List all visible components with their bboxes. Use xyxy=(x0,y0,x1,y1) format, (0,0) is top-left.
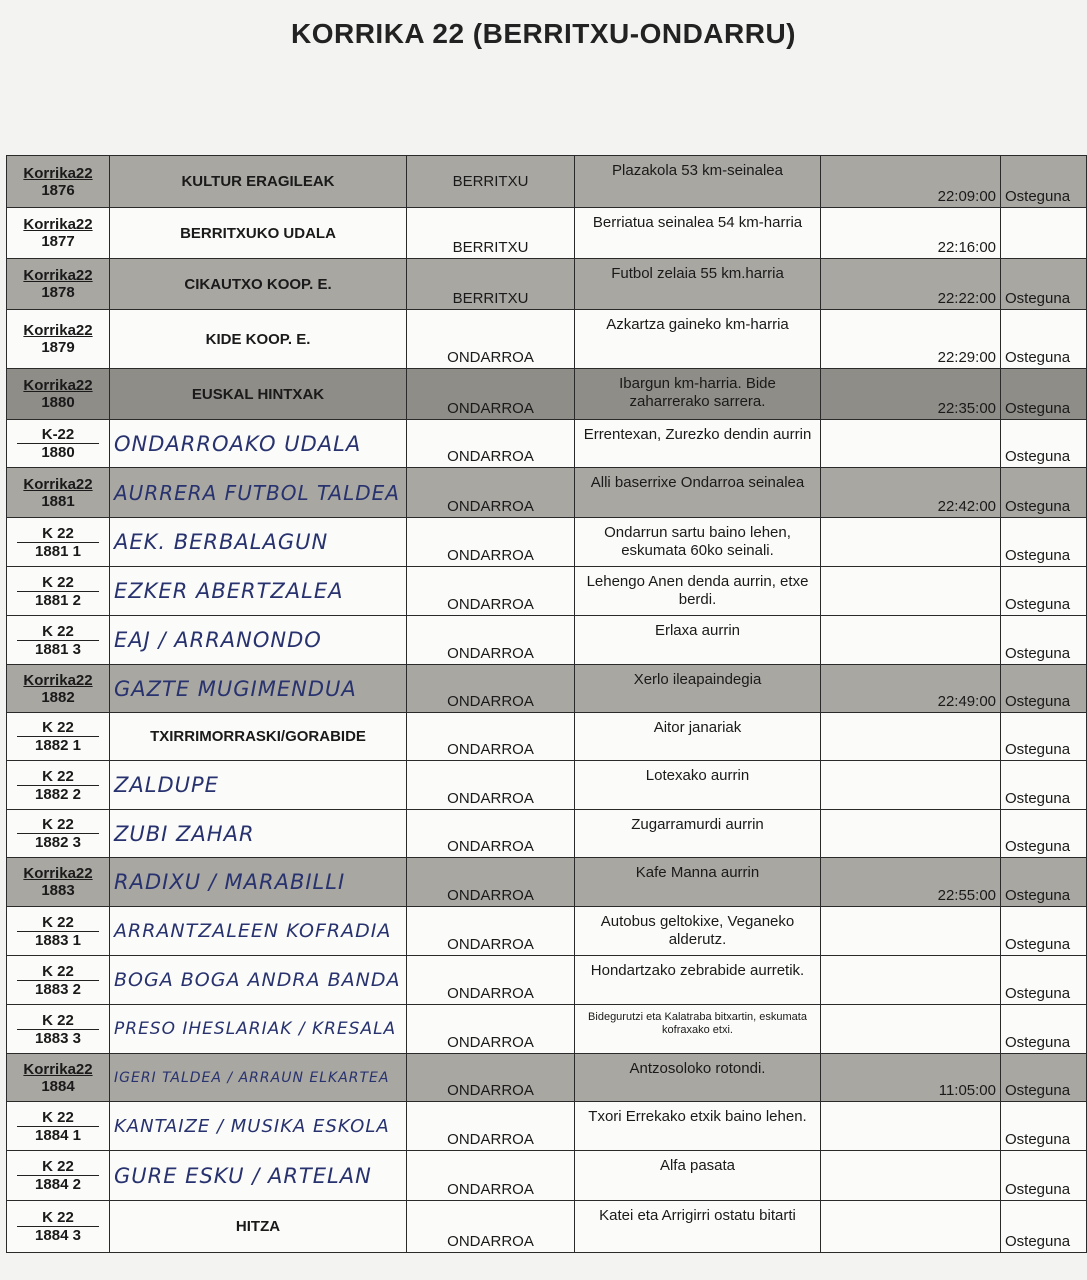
day-cell: Osteguna xyxy=(1001,1005,1087,1054)
time-cell: 11:05:00 xyxy=(821,1054,1001,1102)
organization-cell: AEK. BERBALAGUN xyxy=(110,518,407,567)
code-cell xyxy=(7,761,110,810)
time-cell xyxy=(821,420,1001,468)
day-cell: Osteguna xyxy=(1001,665,1087,713)
code-cell xyxy=(7,907,110,956)
table-row xyxy=(7,1054,1087,1102)
code-top: K-22 xyxy=(17,426,99,444)
code-cell xyxy=(7,468,110,518)
code-cell xyxy=(7,616,110,665)
code-top: Korrika22 xyxy=(23,865,93,882)
table-row xyxy=(7,956,1087,1005)
location-cell: Erlaxa aurrin xyxy=(575,616,821,665)
code-number: 1881 2 xyxy=(35,591,81,609)
day-cell: Osteguna xyxy=(1001,518,1087,567)
table-row xyxy=(7,616,1087,665)
location-cell: Aitor janariak xyxy=(575,713,821,761)
day-cell: Osteguna xyxy=(1001,1054,1087,1102)
code-number: 1882 1 xyxy=(35,737,81,754)
town-cell: ONDARROA xyxy=(407,518,575,567)
location-cell: Futbol zelaia 55 km.harria xyxy=(575,259,821,310)
time-cell: 22:35:00 xyxy=(821,369,1001,420)
code-top: K 22 xyxy=(17,623,99,641)
organization-cell: EZKER ABERTZALEA xyxy=(110,567,407,616)
day-cell: Osteguna xyxy=(1001,713,1087,761)
code-number: 1881 1 xyxy=(35,542,81,560)
organization-cell: AURRERA FUTBOL TALDEA xyxy=(110,468,407,518)
location-cell: Ibargun km-harria. Bide zaharrerako sarrera. xyxy=(575,369,821,420)
organization-cell: ZALDUPE xyxy=(110,761,407,810)
code-cell xyxy=(7,1151,110,1201)
code-top: K 22 xyxy=(17,574,99,592)
table-row xyxy=(7,369,1087,420)
time-cell: 22:16:00 xyxy=(821,208,1001,259)
page-title: KORRIKA 22 (BERRITXU-ONDARRU) xyxy=(290,18,797,49)
day-cell xyxy=(1001,208,1087,259)
code-top: Korrika22 xyxy=(23,1060,93,1078)
organization-cell: RADIXU / MARABILLI xyxy=(110,858,407,907)
time-cell xyxy=(821,907,1001,956)
table-row xyxy=(7,1201,1087,1253)
code-top: K 22 xyxy=(17,816,99,834)
code-number: 1881 xyxy=(41,492,75,510)
time-cell xyxy=(821,518,1001,567)
location-cell: Bidegurutzi eta Kalatraba bitxartin, eskumata kofraxako etxi. xyxy=(575,1005,821,1054)
town-cell: BERRITXU xyxy=(407,208,575,259)
code-cell xyxy=(7,1005,110,1054)
location-cell: Zugarramurdi aurrin xyxy=(575,810,821,858)
time-cell xyxy=(821,713,1001,761)
town-cell: ONDARROA xyxy=(407,1201,575,1253)
location-cell: Ondarrun sartu baino lehen, eskumata 60ko seinali. xyxy=(575,518,821,567)
code-cell xyxy=(7,810,110,858)
code-number: 1883 xyxy=(41,882,75,899)
code-top: K 22 xyxy=(17,768,99,786)
code-number: 1878 xyxy=(41,284,75,301)
table-row xyxy=(7,665,1087,713)
day-cell: Osteguna xyxy=(1001,310,1087,369)
day-cell: Osteguna xyxy=(1001,1151,1087,1201)
code-cell xyxy=(7,956,110,1005)
organization-cell: EAJ / ARRANONDO xyxy=(110,616,407,665)
time-cell xyxy=(821,1201,1001,1253)
town-cell: ONDARROA xyxy=(407,858,575,907)
organization-cell: PRESO IHESLARIAK / KRESALA xyxy=(110,1005,407,1054)
code-number: 1884 1 xyxy=(35,1126,81,1144)
code-top: K 22 xyxy=(17,1209,99,1227)
day-cell: Osteguna xyxy=(1001,761,1087,810)
town-cell: ONDARROA xyxy=(407,810,575,858)
day-cell: Osteguna xyxy=(1001,956,1087,1005)
code-cell xyxy=(7,518,110,567)
code-cell xyxy=(7,1054,110,1102)
table-row xyxy=(7,208,1087,259)
code-cell xyxy=(7,858,110,907)
code-top: K 22 xyxy=(17,525,99,543)
schedule-table xyxy=(6,155,1087,1253)
location-cell: Lehengo Anen denda aurrin, etxe berdi. xyxy=(575,567,821,616)
organization-cell: ARRANTZALEEN KOFRADIA xyxy=(110,907,407,956)
code-number: 1884 3 xyxy=(35,1227,81,1244)
day-cell: Osteguna xyxy=(1001,907,1087,956)
code-top: K 22 xyxy=(17,719,99,737)
code-number: 1876 xyxy=(41,181,75,199)
day-cell: Osteguna xyxy=(1001,156,1087,208)
code-number: 1884 2 xyxy=(35,1176,81,1193)
organization-cell: KANTAIZE / MUSIKA ESKOLA xyxy=(110,1102,407,1151)
time-cell xyxy=(821,567,1001,616)
location-cell: Berriatua seinalea 54 km-harria xyxy=(575,208,821,259)
code-top: Korrika22 xyxy=(23,377,93,394)
code-number: 1882 xyxy=(41,688,75,706)
town-cell: ONDARROA xyxy=(407,567,575,616)
code-number: 1882 2 xyxy=(35,785,81,803)
time-cell: 22:29:00 xyxy=(821,310,1001,369)
table-row xyxy=(7,761,1087,810)
town-cell: ONDARROA xyxy=(407,369,575,420)
day-cell: Osteguna xyxy=(1001,1102,1087,1151)
code-cell xyxy=(7,420,110,468)
location-cell: Antzosoloko rotondi. xyxy=(575,1054,821,1102)
table-row xyxy=(7,156,1087,208)
day-cell: Osteguna xyxy=(1001,616,1087,665)
day-cell: Osteguna xyxy=(1001,858,1087,907)
code-cell xyxy=(7,208,110,259)
code-top: Korrika22 xyxy=(23,267,93,284)
organization-cell: ONDARROAKO UDALA xyxy=(110,420,407,468)
town-cell: ONDARROA xyxy=(407,956,575,1005)
table-row xyxy=(7,420,1087,468)
table-row xyxy=(7,1102,1087,1151)
code-top: K 22 xyxy=(17,914,99,932)
code-cell xyxy=(7,1102,110,1151)
time-cell: 22:42:00 xyxy=(821,468,1001,518)
table-row xyxy=(7,907,1087,956)
code-top: Korrika22 xyxy=(23,216,93,233)
code-cell xyxy=(7,1201,110,1253)
code-top: Korrika22 xyxy=(23,164,93,182)
town-cell: ONDARROA xyxy=(407,907,575,956)
code-number: 1882 3 xyxy=(35,834,81,851)
town-cell: ONDARROA xyxy=(407,420,575,468)
day-cell: Osteguna xyxy=(1001,1201,1087,1253)
table-row xyxy=(7,567,1087,616)
organization-cell: GURE ESKU / ARTELAN xyxy=(110,1151,407,1201)
day-cell: Osteguna xyxy=(1001,468,1087,518)
day-cell: Osteguna xyxy=(1001,810,1087,858)
location-cell: Alfa pasata xyxy=(575,1151,821,1201)
time-cell xyxy=(821,1151,1001,1201)
day-cell: Osteguna xyxy=(1001,567,1087,616)
code-cell xyxy=(7,567,110,616)
code-cell xyxy=(7,259,110,310)
town-cell: ONDARROA xyxy=(407,468,575,518)
organization-cell: CIKAUTXO KOOP. E. xyxy=(110,259,407,310)
organization-cell: TXIRRIMORRASKI/GORABIDE xyxy=(110,713,407,761)
time-cell: 22:55:00 xyxy=(821,858,1001,907)
code-number: 1879 xyxy=(41,339,75,356)
organization-cell: KIDE KOOP. E. xyxy=(110,310,407,369)
location-cell: Plazakola 53 km-seinalea xyxy=(575,156,821,208)
time-cell xyxy=(821,761,1001,810)
code-number: 1881 3 xyxy=(35,640,81,658)
organization-cell: IGERI TALDEA / ARRAUN ELKARTEA xyxy=(110,1054,407,1102)
town-cell: ONDARROA xyxy=(407,1054,575,1102)
location-cell: Alli baserrixe Ondarroa seinalea xyxy=(575,468,821,518)
table-row xyxy=(7,810,1087,858)
code-cell xyxy=(7,369,110,420)
location-cell: Azkartza gaineko km-harria xyxy=(575,310,821,369)
town-cell: BERRITXU xyxy=(407,156,575,208)
code-number: 1880 xyxy=(41,444,75,461)
town-cell: ONDARROA xyxy=(407,310,575,369)
code-number: 1877 xyxy=(41,233,75,250)
code-number: 1884 xyxy=(41,1077,75,1095)
town-cell: ONDARROA xyxy=(407,1151,575,1201)
time-cell xyxy=(821,616,1001,665)
location-cell: Lotexako aurrin xyxy=(575,761,821,810)
code-top: K 22 xyxy=(17,1158,99,1176)
code-top: K 22 xyxy=(17,1012,99,1030)
time-cell xyxy=(821,1005,1001,1054)
organization-cell: KULTUR ERAGILEAK xyxy=(110,156,407,208)
table-row xyxy=(7,1151,1087,1201)
day-cell: Osteguna xyxy=(1001,420,1087,468)
code-top: Korrika22 xyxy=(23,671,93,689)
town-cell: ONDARROA xyxy=(407,1102,575,1151)
day-cell: Osteguna xyxy=(1001,369,1087,420)
town-cell: ONDARROA xyxy=(407,713,575,761)
location-cell: Autobus geltokixe, Veganeko alderutz. xyxy=(575,907,821,956)
table-row xyxy=(7,1005,1087,1054)
table-row xyxy=(7,518,1087,567)
code-top: Korrika22 xyxy=(23,475,93,493)
location-cell: Txori Errekako etxik baino lehen. xyxy=(575,1102,821,1151)
location-cell: Hondartzako zebrabide aurretik. xyxy=(575,956,821,1005)
location-cell: Kafe Manna aurrin xyxy=(575,858,821,907)
town-cell: ONDARROA xyxy=(407,761,575,810)
town-cell: ONDARROA xyxy=(407,1005,575,1054)
code-top: Korrika22 xyxy=(23,322,93,339)
town-cell: ONDARROA xyxy=(407,665,575,713)
organization-cell: BERRITXUKO UDALA xyxy=(110,208,407,259)
day-cell: Osteguna xyxy=(1001,259,1087,310)
table-row xyxy=(7,310,1087,369)
code-cell xyxy=(7,713,110,761)
table-row xyxy=(7,468,1087,518)
code-cell xyxy=(7,665,110,713)
time-cell xyxy=(821,1102,1001,1151)
code-number: 1880 xyxy=(41,394,75,411)
code-number: 1883 2 xyxy=(35,980,81,998)
organization-cell: HITZA xyxy=(110,1201,407,1253)
code-cell xyxy=(7,310,110,369)
organization-cell: BOGA BOGA ANDRA BANDA xyxy=(110,956,407,1005)
schedule-rows xyxy=(7,156,1087,1253)
table-row xyxy=(7,713,1087,761)
time-cell: 22:22:00 xyxy=(821,259,1001,310)
code-top: K 22 xyxy=(17,1109,99,1127)
code-top: K 22 xyxy=(17,963,99,981)
time-cell: 22:09:00 xyxy=(821,156,1001,208)
location-cell: Xerlo ileapaindegia xyxy=(575,665,821,713)
organization-cell: ZUBI ZAHAR xyxy=(110,810,407,858)
town-cell: ONDARROA xyxy=(407,616,575,665)
time-cell: 22:49:00 xyxy=(821,665,1001,713)
code-number: 1883 1 xyxy=(35,931,81,949)
code-cell xyxy=(7,156,110,208)
organization-cell: GAZTE MUGIMENDUA xyxy=(110,665,407,713)
table-row xyxy=(7,259,1087,310)
time-cell xyxy=(821,810,1001,858)
code-number: 1883 3 xyxy=(35,1029,81,1047)
time-cell xyxy=(821,956,1001,1005)
location-cell: Errentexan, Zurezko dendin aurrin xyxy=(575,420,821,468)
organization-cell: EUSKAL HINTXAK xyxy=(110,369,407,420)
location-cell: Katei eta Arrigirri ostatu bitarti xyxy=(575,1201,821,1253)
table-row xyxy=(7,858,1087,907)
town-cell: BERRITXU xyxy=(407,259,575,310)
